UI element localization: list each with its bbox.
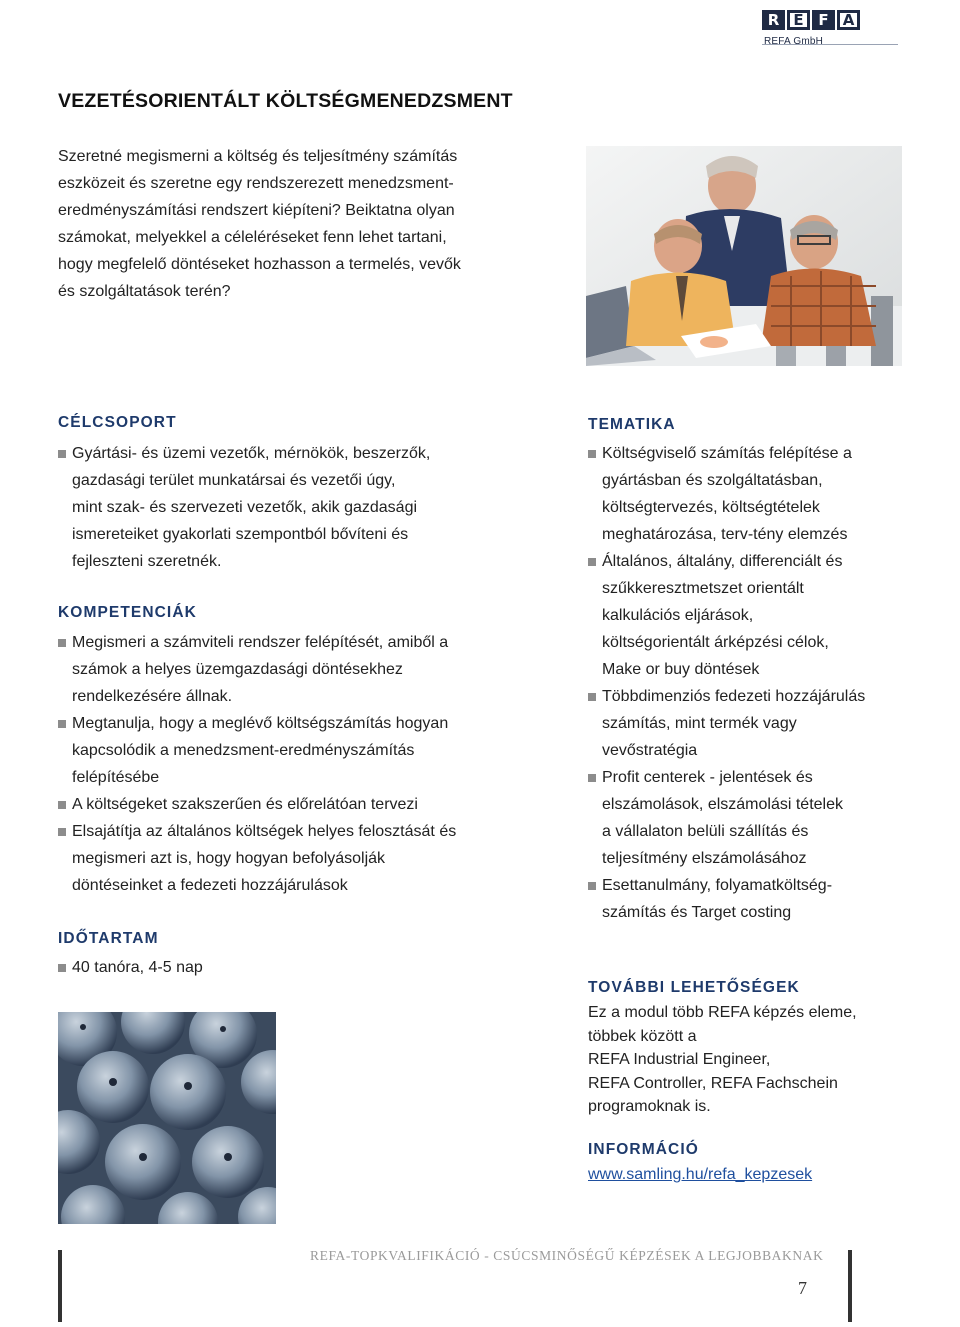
item-line: gyártásban és szolgáltatásban, (602, 472, 823, 489)
target-group-heading: CÉLCSOPORT (58, 414, 177, 431)
team-meeting-photo (586, 146, 902, 366)
logo-letter-f: F (812, 10, 835, 30)
text-line: Ez a modul több REFA képzés eleme, (588, 1004, 857, 1021)
item-line: Profit centerek - jelentések és (602, 769, 813, 786)
item-line: számok a helyes üzemgazdasági döntésekhez (72, 661, 403, 678)
blueberries-photo (58, 1012, 276, 1224)
list-item (588, 440, 928, 548)
intro-line: hogy megfelelő döntéseket hozhasson a termelés, vevők (58, 256, 461, 273)
item-line: fejleszteni szeretnék. (72, 553, 222, 570)
topics-heading: TEMATIKA (588, 416, 676, 433)
item-line: rendelkezésére állnak. (72, 688, 233, 705)
competencies-heading: KOMPETENCIÁK (58, 604, 197, 621)
item-line: döntéseinket a fedezeti hozzájárulások (72, 877, 348, 894)
topics-list (588, 440, 928, 926)
intro-paragraph (58, 143, 518, 305)
page-number: 7 (798, 1278, 807, 1298)
item-line: a vállalaton belüli szállítás és (602, 823, 809, 840)
item-line: költségtervezés, költségtételek (602, 499, 820, 516)
list-item (58, 629, 528, 710)
item-line: Költségviselő számítás felépítése a (602, 445, 852, 462)
duration-list (58, 954, 358, 981)
information-link[interactable]: www.samling.hu/refa_kepzesek (588, 1166, 813, 1183)
item-line: meghatározása, terv-tény elemzés (602, 526, 848, 543)
item-line: szűkkeresztmetszet orientált (602, 580, 804, 597)
item-line: megismeri azt is, hogy hogyan befolyásolják (72, 850, 386, 867)
item-line: Gyártási- és üzemi vezetők, mérnökök, beszerzők, (72, 445, 431, 462)
item-line: vevőstratégia (602, 742, 698, 759)
list-item (58, 954, 358, 981)
text-line: REFA Controller, REFA Fachschein (588, 1074, 838, 1092)
text-line: többek között a (588, 1027, 697, 1045)
logo-letter-r: R (762, 10, 785, 30)
intro-line: Szeretné megismerni a költség és teljesítmény számítás (58, 148, 458, 165)
intro-line: számokat, melyekkel a céleléréseket fenn lehet tartani, (58, 229, 447, 246)
item-line: Általános, általány, differenciált és (602, 553, 843, 570)
further-options-heading: TOVÁBBI LEHETŐSÉGEK (588, 979, 800, 996)
list-item (588, 764, 928, 872)
item-line: ismereteiket gyakorlati szempontból bővíteni és (72, 526, 409, 543)
further-options-text (588, 1001, 928, 1119)
item-line: Elsajátítja az általános költségek helyes felosztását és (72, 823, 457, 840)
intro-line: és szolgáltatások terén? (58, 283, 231, 300)
list-item (58, 710, 528, 791)
item-line: kapcsolódik a menedzsment-eredményszámítás (72, 742, 415, 759)
footer-tagline: REFA-TOPKVALIFIKÁCIÓ - CSÚCSMINŐSÉGŰ KÉPZÉSEK A LEGJOBBAKNAK (310, 1248, 824, 1263)
item-line: számítás és Target costing (602, 904, 792, 921)
list-item (588, 872, 928, 926)
item-line: Make or buy döntések (602, 661, 760, 678)
intro-line: eszközeit és szeretne egy rendszerezett menedzsment- (58, 175, 454, 192)
item-line: teljesítmény elszámolásához (602, 850, 807, 867)
footer-bar-right (848, 1250, 852, 1322)
item-line: költségorientált árképzési célok, (602, 634, 829, 651)
duration-heading: IDŐTARTAM (58, 930, 159, 947)
competencies-list (58, 629, 528, 899)
text-line: programoknak is. (588, 1098, 711, 1115)
footer-bar-left (58, 1250, 62, 1322)
item-line: gazdasági terület munkatársai és vezetői úgy, (72, 472, 396, 489)
item-line: Megtanulja, hogy a meglévő költségszámítás hogyan (72, 715, 449, 732)
item-line: 40 tanóra, 4-5 nap (72, 959, 203, 976)
page-title: VEZETÉSORIENTÁLT KÖLTSÉGMENEDZSMENT (58, 90, 513, 112)
list-item (58, 440, 528, 575)
item-line: Esettanulmány, folyamatköltség- (602, 877, 833, 894)
item-line: felépítésébe (72, 769, 160, 786)
target-group-list (58, 440, 528, 575)
item-line: elszámolások, elszámolási tételek (602, 796, 843, 813)
logo-letter-e: E (787, 10, 810, 30)
information-link-wrap (588, 1163, 812, 1187)
list-item (588, 683, 928, 764)
logo-subtitle: REFA GmbH (764, 36, 824, 47)
logo-letter-a: A (837, 10, 860, 30)
item-line: Többdimenziós fedezeti hozzájárulás (602, 688, 866, 705)
item-line: A költségeket szakszerűen és előrelátóan tervezi (72, 796, 418, 813)
text-line: REFA Industrial Engineer, (588, 1051, 771, 1068)
item-line: mint szak- és szervezeti vezetők, akik gazdasági (72, 499, 418, 516)
list-item (58, 818, 528, 899)
intro-line: eredményszámítási rendszert kiépíteni? Beiktatna olyan (58, 202, 455, 219)
item-line: Megismeri a számviteli rendszer felépítését, amiből a (72, 634, 449, 651)
refa-logo (762, 10, 898, 47)
item-line: kalkulációs eljárások, (602, 607, 754, 624)
item-line: számítás, mint termék vagy (602, 715, 797, 732)
information-heading: INFORMÁCIÓ (588, 1141, 699, 1158)
list-item (588, 548, 928, 683)
list-item (58, 791, 528, 818)
